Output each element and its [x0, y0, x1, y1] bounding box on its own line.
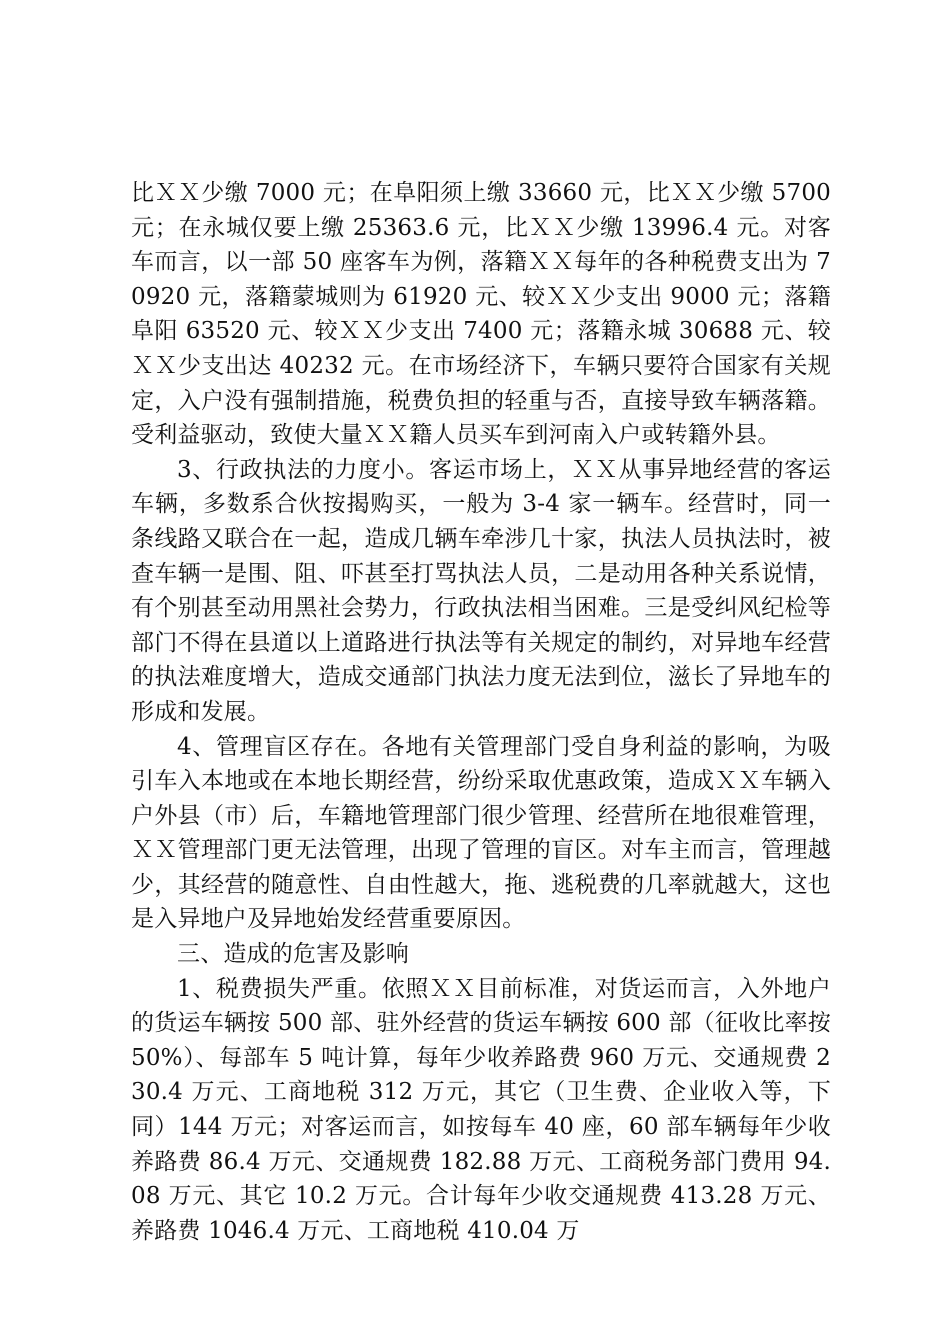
document-body — [131, 176, 831, 1248]
paragraph-enforcement-weakness: 3、行政执法的力度小。客运市场上，ＸＸ从事异地经营的客运车辆，多数系合伙按揭购买，一般为 3-4 家一辆车。经营时，同一条线路又联合在一起，造成几辆车牵涉几十家，执法人员执法时，被查车辆一是围、阻、吓甚至打骂执法人员，二是动用各种关系说情，有个别甚至动用黑社会势力，行政执法相当困难。三是受纠风纪检等部门不得在县道以上道路进行执法等有关规定的制约，对异地车经营的执法难度增大，造成交通部门执法力度无法到位，滋长了异地车的形成和发展。 — [131, 456, 831, 725]
paragraph-tax-loss: 1、税费损失严重。依照ＸＸ目前标准，对货运而言，入外地户的货运车辆按 500 部、驻外经营的货运车辆按 600 部（征收比率按 50%）、每部车 5 吨计算，每年少收养路费 960 万元、交通规费 230.4 万元、工商地税 312 万元，其它（卫生费、企业收入等，下同）144 万元；对客运而言，如按每车 40 座，60 部车辆每年少收养路费 86.4 万元、交通规费 182.88 万元、工商税务部门费用 94.08 万元、其它 10.2 万元。合计每年少收交通规费 413.28 万元、养路费 1046.4 万元、工商地税 410.04 万 — [131, 975, 831, 1244]
paragraph-management-blind-zone: 4、管理盲区存在。各地有关管理部门受自身利益的影响，为吸引车入本地或在本地长期经营，纷纷采取优惠政策，造成ＸＸ车辆入户外县（市）后，车籍地管理部门很少管理、经营所在地很难管理，ＸＸ管理部门更无法管理，出现了管理的盲区。对车主而言，管理越少，其经营的随意性、自由性越大，拖、逃税费的几率就越大，这也是入异地户及异地始发经营重要原因。 — [131, 733, 831, 933]
section-heading-harms: 三、造成的危害及影响 — [177, 941, 409, 968]
paragraph-tax-comparison: 比ＸＸ少缴 7000 元；在阜阳须上缴 33660 元，比ＸＸ少缴 5700 元；在永城仅要上缴 25363.6 元，比ＸＸ少缴 13996.4 元。对客车而言，以一部 50 座客车为例，落籍ＸＸ每年的各种税费支出为 70920 元，落籍蒙城则为 61920 元、较ＸＸ少支出 9000 元；落籍阜阳 63520 元、较ＸＸ少支出 7400 元；落籍永城 30688 元、较ＸＸ少支出达 40232 元。在市场经济下，车辆只要符合国家有关规定，入户没有强制措施，税费负担的轻重与否，直接导致车辆落籍。受利益驱动，致使大量ＸＸ籍人员买车到河南入户或转籍外县。 — [131, 180, 831, 449]
